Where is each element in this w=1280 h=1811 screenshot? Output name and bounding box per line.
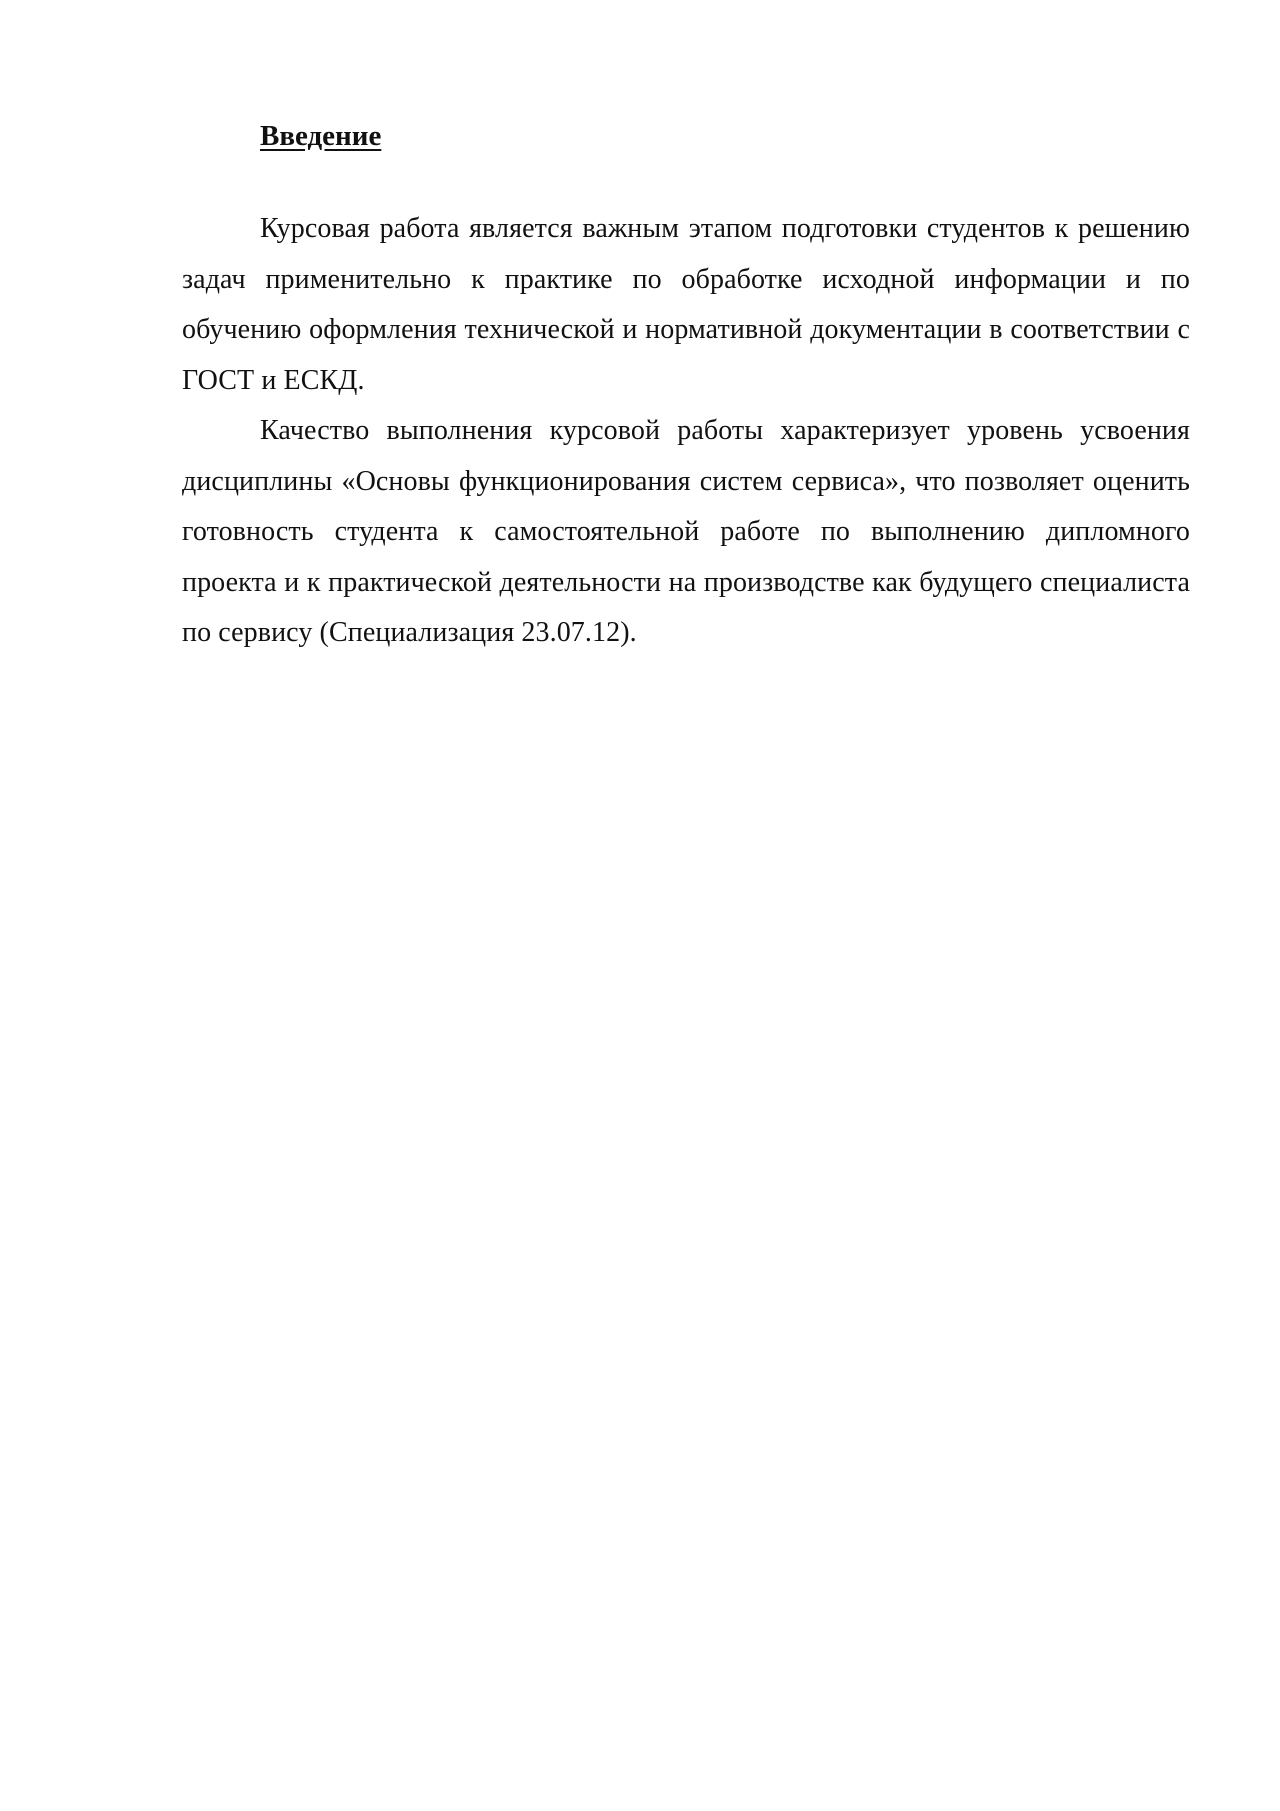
paragraph-1: Курсовая работа является важным этапом подготовки студентов к решению задач применительно к практике по обработке исходной информации и по обучению оформления технической и нормативной документации в соответствии с ГОСТ и ЕСКД. xyxy=(182,213,1190,396)
section-heading: Введение xyxy=(260,120,382,152)
body-text xyxy=(182,204,1190,659)
document-body xyxy=(182,116,1190,659)
paragraph-2: Качество выполнения курсовой работы характеризует уровень усвоения дисциплины «Основы функционирования систем сервиса», что позволяет оценить готовность студента к самостоятельной работе по выполнению дипломного проекта и к практической деятельности на производстве как будущего специалиста по сервису (Специализация 23.07.12). xyxy=(182,415,1190,648)
